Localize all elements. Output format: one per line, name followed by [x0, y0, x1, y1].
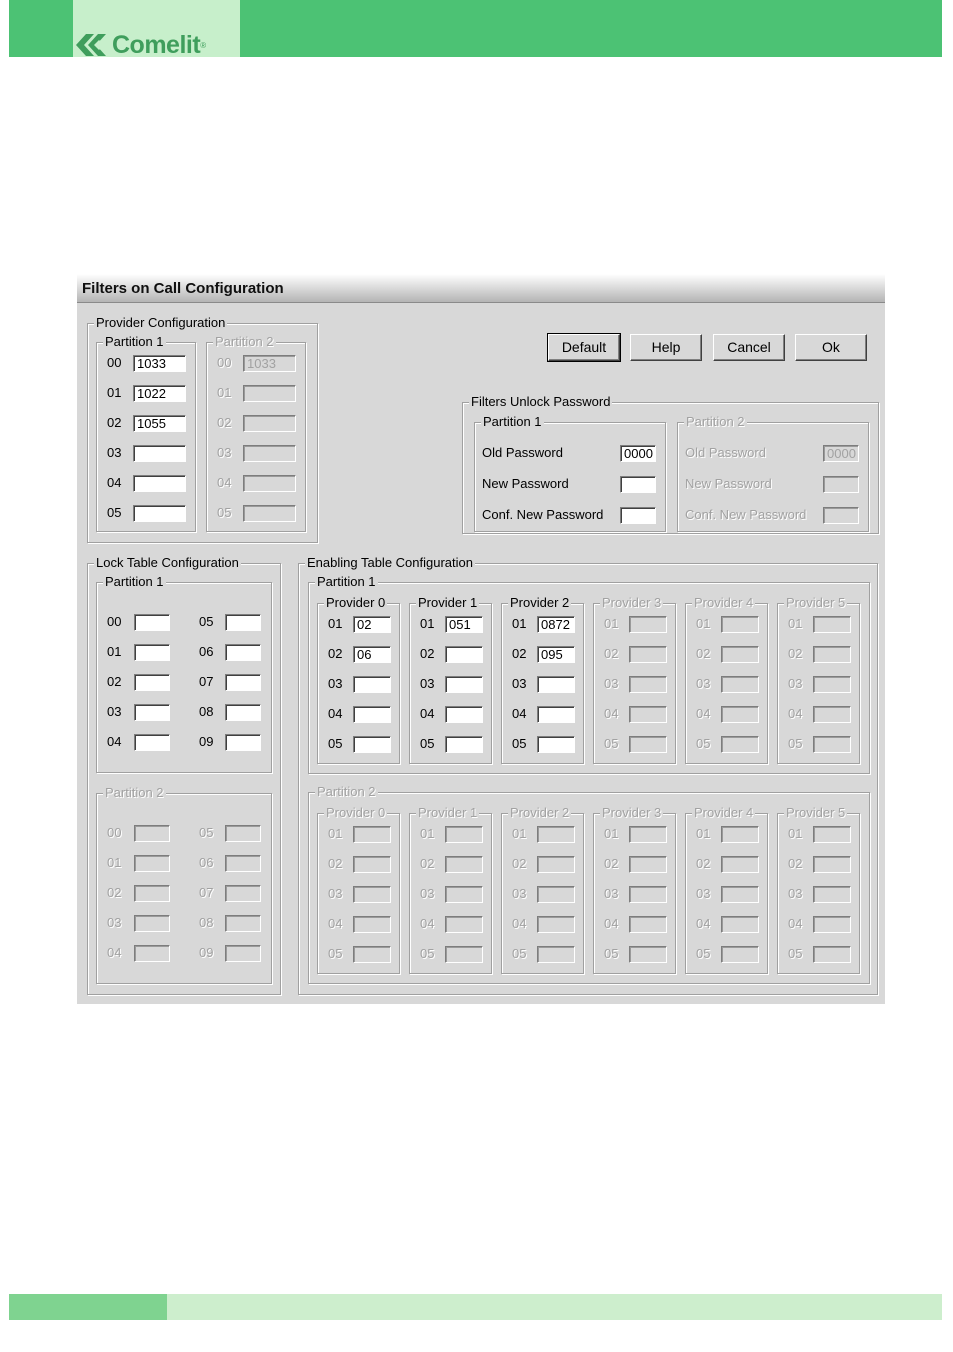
enabling-row-label: 05 [604, 946, 619, 961]
enabling-provider-3-title: Provider 3 [602, 805, 662, 820]
enabling-number-input[interactable] [537, 736, 575, 753]
enabling-number-input[interactable]: 051 [445, 616, 483, 633]
provider-row-label: 00 [217, 355, 232, 370]
provider-row-label: 02 [107, 415, 122, 430]
enabling-number-input [813, 946, 851, 963]
enabling-row-label: 02 [788, 856, 803, 871]
lock-number-input[interactable] [225, 704, 261, 721]
lock-row-label: 00 [107, 825, 122, 840]
password-partition-1-title: Partition 1 [483, 414, 542, 429]
lock-row-label: 02 [107, 674, 122, 689]
lock-number-input[interactable] [225, 674, 261, 691]
enabling-provider-1-title: Provider 1 [418, 805, 478, 820]
enabling-row-label: 05 [512, 736, 527, 751]
enabling-provider-0-title: Provider 0 [326, 595, 386, 610]
enabling-row-label: 05 [788, 736, 803, 751]
enabling-provider-5-title: Provider 5 [786, 805, 846, 820]
lock-number-input [134, 885, 170, 902]
lock-row-label: 03 [107, 704, 122, 719]
enabling-row-label: 04 [696, 916, 711, 931]
enabling-number-input [445, 856, 483, 873]
enabling-row-label: 03 [604, 886, 619, 901]
enabling-row-label: 01 [604, 616, 619, 631]
provider-number-input[interactable]: 1022 [133, 385, 186, 402]
enabling-row-label: 03 [328, 676, 343, 691]
provider-row-label: 01 [217, 385, 232, 400]
enabling-number-input[interactable] [445, 676, 483, 693]
enabling-row-label: 03 [696, 676, 711, 691]
enabling-row-label: 04 [604, 916, 619, 931]
enabling-provider-5 [777, 595, 860, 764]
enabling-row-label: 04 [512, 706, 527, 721]
provider-number-input [243, 475, 296, 492]
lock-row-label: 03 [107, 915, 122, 930]
enabling-number-input [721, 856, 759, 873]
lock-row-label: 06 [199, 644, 214, 659]
ok-button[interactable]: Ok [795, 334, 867, 361]
lock-row-label: 04 [107, 734, 122, 749]
password-partition-1 [474, 414, 666, 532]
lock-number-input [134, 855, 170, 872]
enabling-number-input [629, 736, 667, 753]
enabling-row-label: 01 [328, 826, 343, 841]
enabling-number-input [813, 676, 851, 693]
enabling-number-input [813, 736, 851, 753]
password-input [823, 507, 859, 524]
enabling-number-input [629, 826, 667, 843]
enabling-row-label: 05 [328, 946, 343, 961]
lock-row-label: 06 [199, 855, 214, 870]
enabling-table-group-title: Enabling Table Configuration [307, 555, 473, 570]
enabling-row-label: 02 [328, 646, 343, 661]
provider-row-label: 02 [217, 415, 232, 430]
lock-row-label: 00 [107, 614, 122, 629]
enabling-number-input [353, 886, 391, 903]
lock-number-input [134, 915, 170, 932]
enabling-number-input [813, 916, 851, 933]
enabling-number-input [813, 616, 851, 633]
lock-row-label: 05 [199, 825, 214, 840]
enabling-row-label: 01 [512, 826, 527, 841]
password-partition-2-title: Partition 2 [686, 414, 745, 429]
enabling-number-input [629, 946, 667, 963]
lock-number-input [134, 825, 170, 842]
password-field-label: New Password [685, 476, 772, 491]
enabling-row-label: 02 [328, 856, 343, 871]
enabling-number-input [721, 646, 759, 663]
lock-row-label: 09 [199, 945, 214, 960]
enabling-provider-3 [593, 805, 676, 974]
enabling-row-label: 03 [420, 676, 435, 691]
provider-number-input[interactable]: 1055 [133, 415, 186, 432]
password-field-label: Old Password [685, 445, 766, 460]
password-input [823, 476, 859, 493]
password-field-label: New Password [482, 476, 569, 491]
enabling-provider-5 [777, 805, 860, 974]
enabling-number-input [721, 916, 759, 933]
provider-number-input [243, 415, 296, 432]
enabling-row-label: 05 [420, 946, 435, 961]
enabling-number-input[interactable] [537, 676, 575, 693]
enabling-row-label: 04 [420, 706, 435, 721]
enabling-number-input[interactable] [445, 736, 483, 753]
enabling-number-input [537, 826, 575, 843]
enabling-provider-4 [685, 805, 768, 974]
enabling-row-label: 04 [788, 706, 803, 721]
enabling-number-input [537, 946, 575, 963]
enabling-number-input [721, 886, 759, 903]
enabling-number-input [813, 706, 851, 723]
enabling-row-label: 05 [788, 946, 803, 961]
comelit-logo [76, 30, 206, 60]
enabling-provider-4-title: Provider 4 [694, 595, 754, 610]
enabling-row-label: 03 [328, 886, 343, 901]
lock-number-input[interactable] [134, 704, 170, 721]
enabling-provider-3-title: Provider 3 [602, 595, 662, 610]
provider-row-label: 03 [107, 445, 122, 460]
enabling-provider-4 [685, 595, 768, 764]
enabling-number-input [721, 676, 759, 693]
provider-number-input[interactable] [133, 445, 186, 462]
enabling-provider-4-title: Provider 4 [694, 805, 754, 820]
password-input: 0000 [823, 445, 859, 462]
password-input[interactable] [620, 507, 656, 524]
enabling-row-label: 03 [512, 886, 527, 901]
enabling-provider-1 [409, 595, 492, 764]
enabling-number-input [445, 826, 483, 843]
lock-row-label: 05 [199, 614, 214, 629]
provider-partition-2 [206, 334, 306, 532]
enabling-number-input [721, 706, 759, 723]
provider-row-label: 05 [107, 505, 122, 520]
provider-row-label: 00 [107, 355, 122, 370]
enabling-number-input [813, 826, 851, 843]
enabling-number-input[interactable]: 02 [353, 616, 391, 633]
enabling-row-label: 05 [696, 736, 711, 751]
enabling-row-label: 01 [328, 616, 343, 631]
enabling-number-input[interactable] [353, 676, 391, 693]
enabling-row-label: 01 [420, 826, 435, 841]
lock-number-input [225, 885, 261, 902]
enabling-row-label: 05 [420, 736, 435, 751]
lock-row-label: 07 [199, 674, 214, 689]
enabling-row-label: 02 [604, 646, 619, 661]
provider-partition-1-title: Partition 1 [105, 334, 164, 349]
enabling-number-input[interactable] [353, 736, 391, 753]
lock-row-label: 07 [199, 885, 214, 900]
enabling-row-label: 01 [788, 826, 803, 841]
provider-number-input [243, 385, 296, 402]
enabling-number-input[interactable] [445, 646, 483, 663]
provider-partition-2-title: Partition 2 [215, 334, 274, 349]
brand-name: Comelit [112, 30, 201, 59]
provider-row-label: 03 [217, 445, 232, 460]
enabling-partition-2-title: Partition 2 [317, 784, 376, 799]
lock-row-label: 08 [199, 915, 214, 930]
enabling-number-input [629, 886, 667, 903]
lock-row-label: 01 [107, 644, 122, 659]
enabling-row-label: 04 [328, 916, 343, 931]
enabling-row-label: 05 [328, 736, 343, 751]
lock-partition-1-title: Partition 1 [105, 574, 164, 589]
enabling-number-input[interactable]: 06 [353, 646, 391, 663]
enabling-row-label: 02 [696, 856, 711, 871]
enabling-row-label: 01 [420, 616, 435, 631]
enabling-row-label: 04 [512, 916, 527, 931]
enabling-provider-3 [593, 595, 676, 764]
lock-number-input [225, 825, 261, 842]
enabling-row-label: 01 [512, 616, 527, 631]
enabling-provider-5-title: Provider 5 [786, 595, 846, 610]
enabling-provider-2-title: Provider 2 [510, 595, 570, 610]
enabling-row-label: 03 [788, 676, 803, 691]
default-button[interactable]: Default [548, 334, 620, 361]
enabling-number-input [353, 916, 391, 933]
lock-partition-2-title: Partition 2 [105, 785, 164, 800]
enabling-row-label: 01 [696, 616, 711, 631]
enabling-partition-1 [308, 574, 870, 774]
password-input[interactable]: 0000 [620, 445, 656, 462]
enabling-number-input [353, 856, 391, 873]
provider-config-group [87, 315, 318, 543]
provider-row-label: 01 [107, 385, 122, 400]
enabling-row-label: 03 [420, 886, 435, 901]
provider-number-input[interactable] [133, 475, 186, 492]
enabling-number-input [445, 916, 483, 933]
enabling-row-label: 03 [512, 676, 527, 691]
lock-row-label: 02 [107, 885, 122, 900]
cancel-button[interactable]: Cancel [713, 334, 785, 361]
enabling-partition-2 [308, 784, 870, 984]
comelit-mark-icon [76, 32, 112, 58]
enabling-number-input [537, 916, 575, 933]
enabling-row-label: 04 [604, 706, 619, 721]
enabling-row-label: 04 [788, 916, 803, 931]
enabling-number-input [721, 736, 759, 753]
help-button[interactable]: Help [630, 334, 702, 361]
unlock-password-group [462, 394, 879, 534]
enabling-row-label: 02 [604, 856, 619, 871]
enabling-row-label: 04 [328, 706, 343, 721]
password-field-label: Conf. New Password [685, 507, 807, 522]
lock-number-input[interactable] [225, 614, 261, 631]
enabling-number-input [629, 916, 667, 933]
page-footer-bar [167, 1294, 942, 1320]
enabling-provider-0 [317, 805, 400, 974]
enabling-row-label: 03 [604, 676, 619, 691]
enabling-row-label: 01 [604, 826, 619, 841]
enabling-row-label: 05 [512, 946, 527, 961]
enabling-row-label: 02 [512, 646, 527, 661]
dialog-title-bar[interactable] [77, 274, 885, 303]
provider-number-input [243, 505, 296, 522]
lock-number-input [225, 945, 261, 962]
enabling-partition-1-title: Partition 1 [317, 574, 376, 589]
enabling-number-input [629, 646, 667, 663]
enabling-number-input [629, 856, 667, 873]
lock-number-input[interactable] [134, 674, 170, 691]
enabling-number-input[interactable]: 0872 [537, 616, 575, 633]
provider-number-input [243, 445, 296, 462]
filters-dialog [77, 274, 885, 1004]
provider-row-label: 04 [217, 475, 232, 490]
enabling-row-label: 01 [696, 826, 711, 841]
enabling-number-input [813, 856, 851, 873]
enabling-provider-0 [317, 595, 400, 764]
enabling-number-input[interactable] [445, 706, 483, 723]
lock-number-input[interactable] [134, 614, 170, 631]
enabling-number-input [629, 676, 667, 693]
enabling-row-label: 04 [696, 706, 711, 721]
password-field-label: Old Password [482, 445, 563, 460]
enabling-row-label: 03 [788, 886, 803, 901]
password-partition-2 [677, 414, 869, 532]
lock-number-input [225, 855, 261, 872]
enabling-number-input [445, 946, 483, 963]
dialog-title: Filters on Call Configuration [82, 280, 284, 297]
enabling-number-input [353, 826, 391, 843]
enabling-provider-2 [501, 805, 584, 974]
enabling-number-input [537, 856, 575, 873]
lock-number-input[interactable] [225, 734, 261, 751]
enabling-table-group [298, 555, 878, 995]
password-field-label: Conf. New Password [482, 507, 604, 522]
enabling-provider-2-title: Provider 2 [510, 805, 570, 820]
enabling-number-input [629, 706, 667, 723]
enabling-number-input[interactable] [353, 706, 391, 723]
registered-mark: ® [200, 40, 207, 50]
provider-number-input: 1033 [243, 355, 296, 372]
enabling-row-label: 02 [420, 856, 435, 871]
enabling-number-input[interactable]: 095 [537, 646, 575, 663]
provider-config-group-title: Provider Configuration [96, 315, 226, 330]
enabling-row-label: 02 [512, 856, 527, 871]
enabling-number-input [537, 886, 575, 903]
enabling-row-label: 01 [788, 616, 803, 631]
password-input[interactable] [620, 476, 656, 493]
enabling-number-input [721, 826, 759, 843]
enabling-number-input [445, 886, 483, 903]
lock-row-label: 04 [107, 945, 122, 960]
lock-row-label: 08 [199, 704, 214, 719]
enabling-number-input [813, 886, 851, 903]
enabling-row-label: 02 [696, 646, 711, 661]
enabling-provider-1-title: Provider 1 [418, 595, 478, 610]
lock-number-input[interactable] [134, 734, 170, 751]
enabling-row-label: 02 [788, 646, 803, 661]
lock-table-group-title: Lock Table Configuration [96, 555, 239, 570]
lock-table-group [87, 555, 281, 995]
enabling-number-input [353, 946, 391, 963]
lock-partition-1 [96, 574, 272, 773]
lock-number-input [134, 945, 170, 962]
enabling-row-label: 05 [604, 736, 619, 751]
lock-number-input [225, 915, 261, 932]
lock-number-input[interactable] [134, 644, 170, 661]
lock-number-input[interactable] [225, 644, 261, 661]
lock-row-label: 09 [199, 734, 214, 749]
lock-partition-2 [96, 785, 272, 984]
page-footer-accent [9, 1294, 167, 1320]
enabling-provider-2 [501, 595, 584, 764]
enabling-number-input[interactable] [537, 706, 575, 723]
provider-row-label: 04 [107, 475, 122, 490]
unlock-password-group-title: Filters Unlock Password [471, 394, 611, 409]
enabling-provider-1 [409, 805, 492, 974]
enabling-number-input [721, 616, 759, 633]
provider-number-input[interactable]: 1033 [133, 355, 186, 372]
enabling-row-label: 03 [696, 886, 711, 901]
enabling-number-input [629, 616, 667, 633]
provider-partition-1 [96, 334, 196, 532]
provider-row-label: 05 [217, 505, 232, 520]
enabling-number-input [813, 646, 851, 663]
enabling-row-label: 04 [420, 916, 435, 931]
lock-row-label: 01 [107, 855, 122, 870]
enabling-row-label: 02 [420, 646, 435, 661]
enabling-row-label: 05 [696, 946, 711, 961]
provider-number-input[interactable] [133, 505, 186, 522]
enabling-number-input [721, 946, 759, 963]
enabling-provider-0-title: Provider 0 [326, 805, 386, 820]
